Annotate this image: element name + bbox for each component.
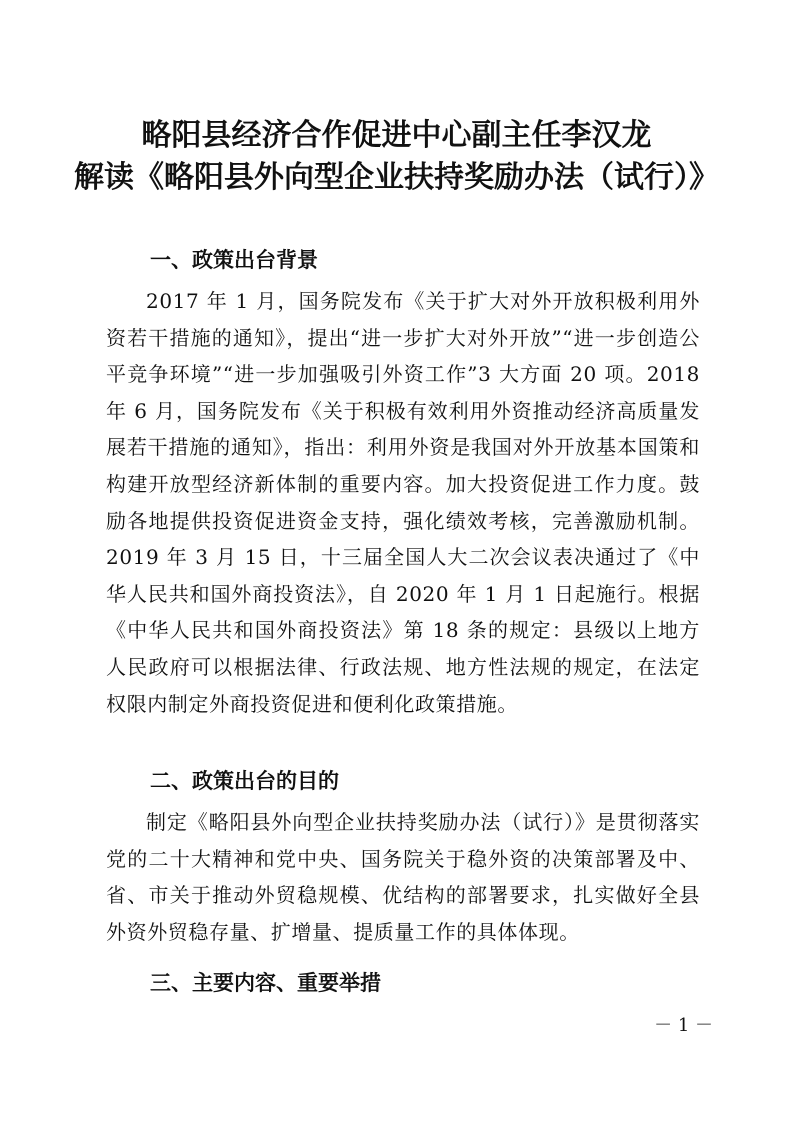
section-heading-purpose: 二、政策出台的目的 [150, 769, 339, 793]
section-heading-main-content: 三、主要内容、重要举措 [150, 971, 381, 995]
section-paragraph-background: 2017 年 1 月，国务院发布《关于扩大对外开放积极利用外资若干措施的通知》，提出“进一步扩大对外开放”“进一步创造公平竞争环境”“进一步加强吸引外资工作”3 大方面 20 项。2018 年 6 月，国务院发布《关于积极有效利用外资推动经济高质量发展若干措施的通知》，指出：利用外资是我国对外开放基本国策和构建开放型经济新体制的重要内容。加大投资促进工作力度。鼓励各地提供投资促进资金支持，强化绩效考核，完善激励机制。2019 年 3 月 15 日，十三届全国人大二次会议表决通过了《中华人民共和国外商投资法》，自 2020 年 1 月 1 日起施行。根据《中华人民共和国外商投资法》第 18 条的规定：县级以上地方人民政府可以根据法律、行政法规、地方性法规的规定，在法定权限内制定外商投资促进和便利化政策措施。 [106, 289, 700, 716]
section-paragraph-purpose: 制定《略阳县外向型企业扶持奖励办法（试行）》是贯彻落实党的二十大精神和党中央、国务院关于稳外资的决策部署及中、省、市关于推动外贸稳规模、优结构的部署要求，扎实做好全县外资外贸稳存量、扩增量、提质量工作的具体体现。 [106, 810, 700, 944]
document-title-line-2: 解读《略阳县外向型企业扶持奖励办法（试行）》 [74, 160, 719, 195]
document-title-line-1: 略阳县经济合作促进中心副主任李汉龙 [141, 118, 652, 153]
section-heading-background: 一、政策出台背景 [150, 248, 318, 272]
page-number: － 1 － [654, 1015, 713, 1036]
